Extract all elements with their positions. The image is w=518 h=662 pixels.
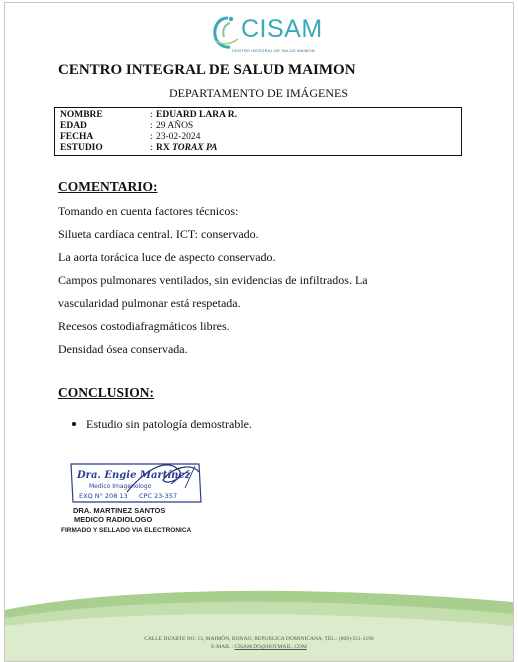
cisam-logo-icon [212,15,242,51]
conclusion-heading: CONCLUSION: [58,385,155,400]
patient-info-box [54,107,462,156]
info-separator: : [150,132,153,142]
comentario-line: Silueta cardíaca central. ICT: conservado. [58,227,259,241]
stamp-exeq: EXQ N° 208 13 [79,492,128,500]
patient-age: 29 AÑOS [156,121,194,131]
doctor-title: MEDICO RADIOLOGO [74,515,153,524]
comentario-line: Tomando en cuenta factores técnicos: [58,204,239,218]
study-type [156,143,217,154]
org-title: CENTRO INTEGRAL DE SALUD MAIMON [58,62,356,78]
report-page [4,2,514,662]
study-type-view: TORAX PA [172,143,218,153]
stamp-cpc: CPC 23-357 [139,492,178,500]
info-label: EDAD [60,121,87,131]
info-separator: : [150,110,153,120]
footer-wave [5,588,513,662]
info-label: ESTUDIO [60,143,103,153]
logo-subtitle: CENTRO INTEGRAL DE SALUD MAIMON [232,48,315,53]
comentario-line: Campos pulmonares ventilados, sin evidencias de infiltrados. La [58,273,368,287]
info-label: FECHA [60,132,94,142]
conclusion-item [72,417,252,432]
comentario-line: Densidad ósea conservada. [58,342,188,356]
patient-name: EDUARD LARA R. [156,110,238,120]
footer-email-link[interactable]: CISAM.DO@HOTMAIL. COM [234,644,307,650]
signature-stamp [67,458,207,508]
conclusion-text: Estudio sin patología demostrable. [86,417,252,431]
department-title: DEPARTAMENTO DE IMÁGENES [169,86,348,100]
stamp-name: Dra. Engie Martínez [77,470,191,481]
footer-email-label: E-MAIL : [211,644,235,650]
comentario-line: La aorta torácica luce de aspecto conservado. [58,250,276,264]
comentario-line: vascularidad pulmonar está respetada. [58,296,241,310]
footer-address: CALLE DUARTE NO. 13, MAIMÓN, BONAO, REPUBLICA DOMINICANA, TEL.: (809)-551-2196 [144,636,374,642]
info-label: NOMBRE [60,110,103,120]
info-separator: : [150,143,153,153]
doctor-name: DRA. MARTINEZ SANTOS [73,506,166,515]
info-separator: : [150,121,153,131]
comentario-heading: COMENTARIO: [58,179,158,194]
logo [212,15,332,57]
footer-email-line [5,644,513,650]
bullet-icon [72,422,76,426]
logo-name: CISAM [241,15,323,43]
stamp-role: Medico Imagenologo [89,483,152,490]
study-type-prefix: RX [156,143,173,153]
comentario-line: Recesos costodiafragmáticos libres. [58,319,230,333]
study-date: 23-02-2024 [156,132,201,142]
signature-note: FIRMADO Y SELLADO VIA ELECTRONICA [61,527,192,534]
